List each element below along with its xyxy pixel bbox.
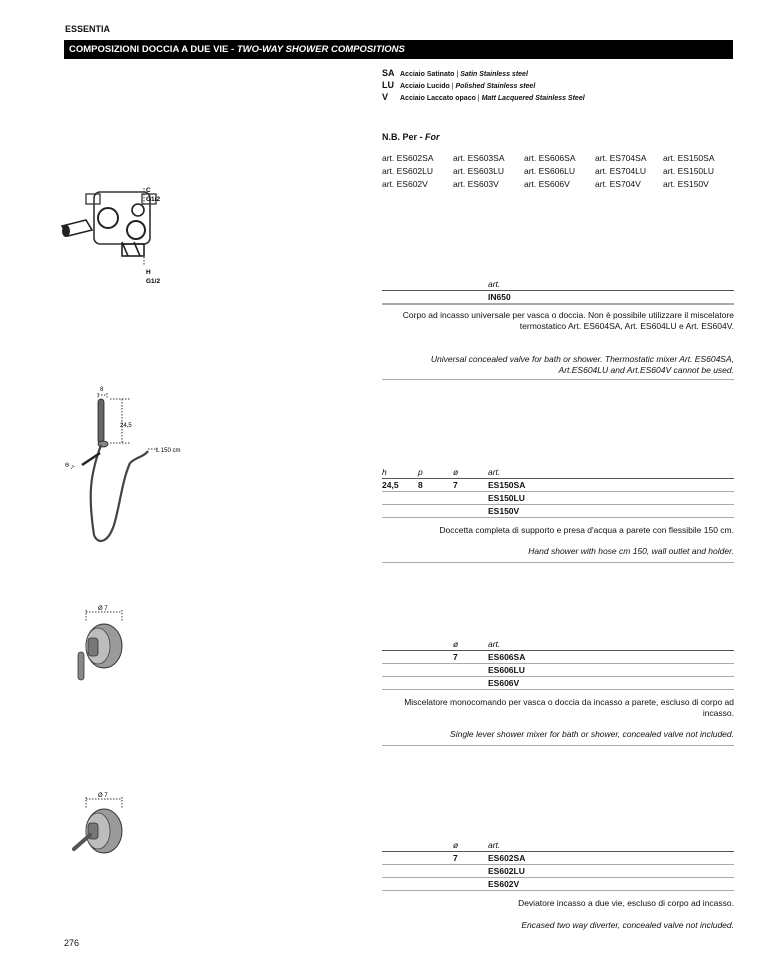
col-art-header: art. <box>488 279 501 289</box>
divider <box>382 562 734 563</box>
nb-article: art. ES602LU <box>382 166 434 176</box>
description-en: Encased two way diverter, concealed valve not included. <box>521 920 734 930</box>
nb-article: art. ES603V <box>453 179 499 189</box>
table-row <box>382 677 734 690</box>
nb-article: art. ES150SA <box>663 153 715 163</box>
article-code: ES150SA <box>488 480 526 490</box>
product-table-in650 <box>382 279 734 304</box>
dim-depth: 8 <box>100 387 104 393</box>
dim-hose-length: L 150 cm <box>156 448 181 454</box>
article-code: ES602V <box>488 879 520 889</box>
description-it: Deviatore incasso a due vie, escluso di corpo ad incasso. <box>518 898 734 908</box>
finish-name-en: Satin Stainless steel <box>460 71 528 78</box>
nb-article: art. ES150LU <box>663 166 715 176</box>
finish-name-it: Acciaio Satinato <box>400 71 455 78</box>
nb-article: art. ES602V <box>382 179 428 189</box>
table-row <box>382 878 734 891</box>
nb-article: art. ES603SA <box>453 153 505 163</box>
label-c-size: G1/2 <box>146 196 161 203</box>
nb-note <box>382 132 440 142</box>
finish-legend-v: V Acciaio Laccato opaco | Matt Lacquered Stainless Steel <box>382 92 585 102</box>
single-lever-mixer-drawing <box>64 600 134 690</box>
description-en: Hand shower with hose cm 150, wall outlet and holder. <box>528 546 734 556</box>
nb-article: art. ES704LU <box>595 166 647 176</box>
divider <box>382 745 734 746</box>
dim-height: 24,5 <box>120 423 132 429</box>
col-diameter-header: ø <box>453 467 459 477</box>
table-header <box>382 467 734 479</box>
page-number: 276 <box>64 938 80 948</box>
article-code: ES150V <box>488 506 520 516</box>
cell-diameter: 7 <box>453 652 458 662</box>
product-table-es602 <box>382 840 734 891</box>
col-p-header: p <box>418 467 423 477</box>
table-header <box>382 840 734 852</box>
nb-article: art. ES150V <box>663 179 709 189</box>
two-way-diverter-drawing <box>64 787 134 867</box>
description-en: Universal concealed valve for bath or shower. Thermostatic mixer Art. ES604SA, Art.ES604LU and Art.ES604V cannot be used. <box>430 354 734 375</box>
table-row <box>382 479 734 492</box>
table-row <box>382 651 734 664</box>
finish-name-en: Matt Lacquered Stainless Steel <box>481 95 585 102</box>
nb-label-en: For <box>425 132 440 142</box>
section-title-en: TWO-WAY SHOWER COMPOSITIONS <box>236 44 405 55</box>
finish-name-it: Acciaio Lucido <box>400 83 450 90</box>
description-it: Corpo ad incasso universale per vasca o doccia. Non è possibile utilizzare il miscelatore termostatico Art. ES604SA, Art. ES604LU e Art. ES604V. <box>402 310 734 331</box>
nb-article: art. ES704SA <box>595 153 647 163</box>
col-h-header: h <box>382 467 387 477</box>
table-row <box>382 664 734 677</box>
table-row <box>382 865 734 878</box>
nb-article: art. ES606V <box>524 179 570 189</box>
label-h-size: G1/2 <box>146 278 161 285</box>
article-code: ES606LU <box>488 665 525 675</box>
finish-code: SA <box>382 68 395 78</box>
col-art-header: art. <box>488 840 501 850</box>
article-code: IN650 <box>488 292 511 302</box>
description-it: Doccetta completa di supporto e presa d'acqua a parete con flessibile 150 cm. <box>439 525 734 535</box>
section-header <box>64 40 733 59</box>
dim-diameter: Ø 7 <box>98 793 108 799</box>
table-header <box>382 639 734 651</box>
finish-name-it: Acciaio Laccato opaco <box>400 95 476 102</box>
article-code: ES150LU <box>488 493 525 503</box>
cell-diameter: 7 <box>453 480 458 490</box>
finish-legend-sa: SA Acciaio Satinato | Satin Stainless steel <box>382 68 528 78</box>
nb-article: art. ES606LU <box>524 166 576 176</box>
col-diameter-header: ø <box>453 639 459 649</box>
nb-article: art. ES704V <box>595 179 641 189</box>
finish-code: LU <box>382 80 394 90</box>
product-table-es150 <box>382 467 734 518</box>
table-row <box>382 505 734 518</box>
finish-legend-lu: LU Acciaio Lucido | Polished Stainless steel <box>382 80 536 90</box>
description-it: Miscelatore monocomando per vasca o doccia da incasso a parete, escluso di corpo ad incasso. <box>404 697 734 718</box>
product-table-es606 <box>382 639 734 690</box>
article-code: ES602SA <box>488 853 526 863</box>
divider <box>382 379 734 380</box>
cell-h: 24,5 <box>382 480 399 490</box>
cell-p: 8 <box>418 480 423 490</box>
finish-code: V <box>382 92 389 102</box>
nb-article-grid <box>382 152 733 190</box>
label-h: H <box>146 269 151 276</box>
col-diameter-header: ø <box>453 840 459 850</box>
concealed-valve-drawing <box>58 180 178 290</box>
nb-article: art. ES606SA <box>524 153 576 163</box>
dim-diameter: Ø 7 <box>98 606 108 612</box>
description-en: Single lever shower mixer for bath or shower, concealed valve not included. <box>450 729 734 739</box>
col-art-header: art. <box>488 639 501 649</box>
finish-name-en: Polished Stainless steel <box>455 83 536 90</box>
nb-label: N.B. Per - <box>382 132 426 142</box>
article-code: ES602LU <box>488 866 525 876</box>
divider <box>382 304 734 305</box>
table-row <box>382 492 734 505</box>
table-row <box>382 852 734 865</box>
dim-diameter: ⊖ 7 <box>63 461 75 472</box>
article-code: ES606SA <box>488 652 526 662</box>
label-c: C <box>146 187 151 194</box>
section-title-it: COMPOSIZIONI DOCCIA A DUE VIE - <box>69 44 237 55</box>
article-code: ES606V <box>488 678 520 688</box>
nb-article: art. ES602SA <box>382 153 434 163</box>
table-row <box>382 291 734 304</box>
nb-article: art. ES603LU <box>453 166 505 176</box>
table-header <box>382 279 734 291</box>
col-art-header: art. <box>488 467 501 477</box>
hand-shower-drawing <box>60 385 200 550</box>
cell-diameter: 7 <box>453 853 458 863</box>
brand-name: ESSENTIA <box>65 24 111 34</box>
